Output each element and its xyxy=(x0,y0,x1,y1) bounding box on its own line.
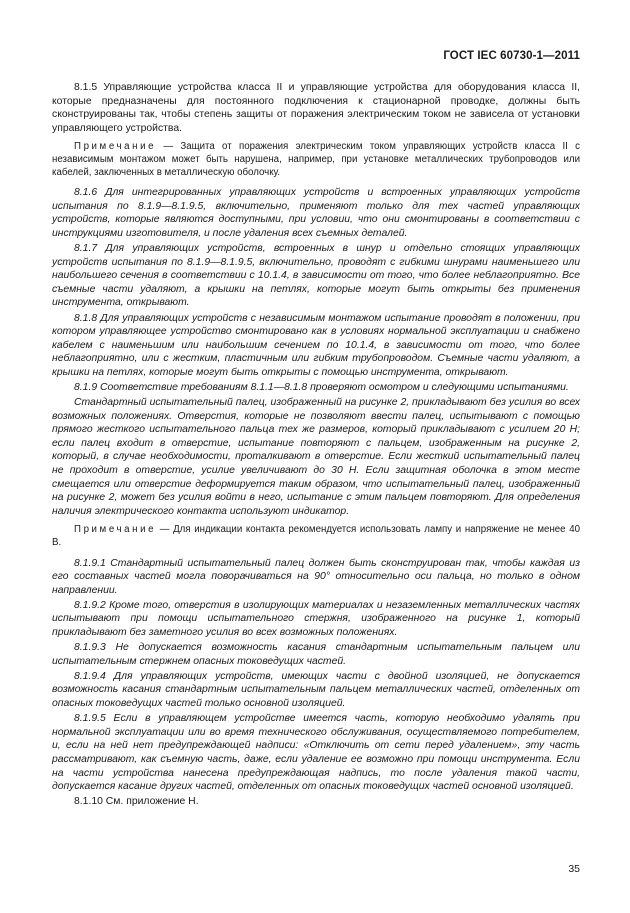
paragraph-8-1-5: 8.1.5 Управляющие устройства класса II и управляющие устройства для оборудования класса II, которые предназначены для постоянного подключения к стационарной проводке, должны быть сконструированы так, чтобы степень защиты от поражения электрическим током не зависела от установки управляющего устройства. xyxy=(52,82,580,134)
note-text: — Для индикации контакта рекомендуется использовать лампу и напряжение не менее 40 В. xyxy=(52,524,580,548)
paragraph-8-1-9-1: 8.1.9.1 Стандартный испытательный палец должен быть сконструирован так, чтобы каждая из его составных частей могла поворачиваться на 90° относительно оси пальца, но только в одном направлении. xyxy=(52,557,580,596)
page-number: 35 xyxy=(568,863,580,875)
note-label: Примечание xyxy=(74,524,157,536)
paragraph-8-1-10: 8.1.10 См. приложение Н. xyxy=(74,796,199,808)
note-label: Примечание xyxy=(74,141,157,153)
paragraph-8-1-9-5: 8.1.9.5 Если в управляющем устройстве имеется часть, которую необходимо удалять при нормальной эксплуатации или во время технического обслуживания, осуществляемого потребителем, и, если на ней нет предупреждающей надписи: «Отключить от сети перед удалением», эту часть рассматривают, как съемную часть, даже, если удаление ее возможно при помощи инструмента. Если на части устройства нанесена предупреждающая надпись, то после удаления такой части, допускается касание других частей, отделенных от опасных токоведущих частей основной изоляцией. xyxy=(52,713,580,793)
note-class-ii xyxy=(52,141,580,179)
paragraph-8-1-9-2: 8.1.9.2 Кроме того, отверстия в изолирующих материалах и незаземленных металлических частях испытывают при помощи испытательного стержня, изображенного на рисунке 1, который прикладывают без заметного усилия во всех возможных положениях. xyxy=(52,599,580,639)
paragraph-test-finger: Стандартный испытательный палец, изображенный на рисунке 2, прикладывают без усилия во всех возможных положениях. Отверстия, которые не позволяют ввести палец, испытывают с помощью прямого жесткого испытательного пальца тех же размеров, который прикладывают с усилием 20 Н; если палец входит в отверстие, испытание повторяют с пальцем, изображенным на рисунке 2, который, в случае необходимости, проталкивают в отверстие. Если жесткий испытательный палец не проходит в отверстие, усилие увеличивают до 30 Н. Если защитная оболочка в этом месте смещается или отверстие деформируется таким образом, что испытательный палец, изображенный на рисунке 2, может без усилия войти в него, испытание с этим пальцем повторяют. Для определения наличия электрического контакта используют индикатор. xyxy=(52,397,580,517)
paragraph-8-1-9-3: 8.1.9.3 Не допускается возможность касания стандартным испытательным пальцем или испытательным стержнем опасных токоведущих частей. xyxy=(52,642,580,667)
note-contact-indicator xyxy=(52,524,580,549)
paragraph-8-1-7: 8.1.7 Для управляющих устройств, встроенных в шнур и отдельно стоящих управляющих устройств испытания по 8.1.9—8.1.9.5, включительно, проводят с гибкими шнурами наименьшего или наибольшего сечения в соответствии с 10.1.4, в зависимости от того, что более неблагоприятно. Все съемные части удаляют, а крышки на петлях, которые могут быть открыты без применения инструмента, открывают. xyxy=(52,243,580,309)
paragraph-8-1-8: 8.1.8 Для управляющих устройств с независимым монтажом испытание проводят в положении, при котором управляющее устройство смонтировано как в условиях нормальной эксплуатации и снабжено кабелем с наименьшим или наибольшим сечением по 10.1.4, в зависимости от того, что более неблагоприятно, или с жестким, пластичным или гибким трубопроводом. Съемные части удаляют, а крышки на петлях, которые могут быть открыты с помощью инструмента, открывают. xyxy=(52,312,580,378)
standard-code: ГОСТ IEC 60730-1—2011 xyxy=(443,50,580,62)
document-body xyxy=(52,81,580,810)
paragraph-8-1-9-4: 8.1.9.4 Для управляющих устройств, имеющих части с двойной изоляцией, не допускается возможность касания стандартным испытательным пальцем металлических частей, отделенных от опасных токоведущих частей только основной изоляцией. xyxy=(52,670,580,710)
paragraph-8-1-6: 8.1.6 Для интегрированных управляющих устройств и встроенных управляющих устройств испытания по 8.1.9—8.1.9.5, включительно, применяют только для тех частей управляющих устройств, которые являются доступными, при условии, что они смонтированы в соответствии с инструкциями изготовителя, и после удаления всех съемных деталей. xyxy=(52,187,580,239)
paragraph-8-1-9: 8.1.9 Соответствие требованиям 8.1.1—8.1.8 проверяют осмотром и следующими испытаниями. xyxy=(74,381,569,393)
note-text: — Защита от поражения электрическим током управляющих устройств класса II с независимым монтажом может быть нарушена, например, при установке металлических трубопроводов или кабелей, заключенных в металлическую оболочку. xyxy=(52,141,580,178)
